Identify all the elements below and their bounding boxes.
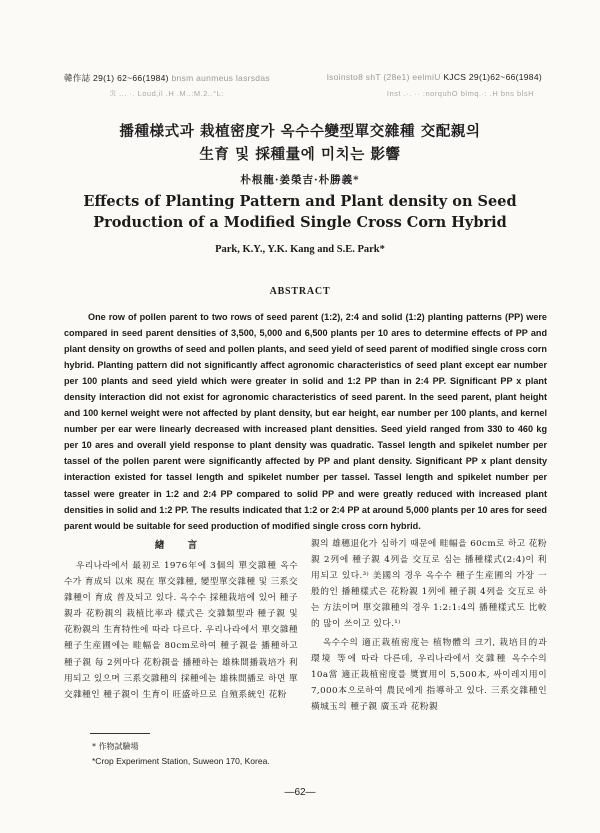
korean-authors: 朴根龍·姜榮吉·朴勝義* — [240, 174, 360, 186]
english-title-line-2: Production of a Modified Single Cross Corn Hybrid — [93, 214, 507, 231]
running-header-right — [327, 72, 542, 82]
abstract-body: One row of pollen parent to two rows of seed parent (1:2), 2:4 and solid (1:2) planting patterns (PP) were compared in seed parent densities of 3,500, 5,000 and 6,500 plants per 10 ares to determine effects of PP and plant density on growths of seed and pollen plants, and seed yield of seed parent of modified single cross corn hybrid. Planting pattern did not significantly affect agronomic characteristics of seed plant except ear number per 100 plants and seed yield which were greater in solid and 1:2 PP than in 2:4 PP. Significant PP x plant density interaction did not exist for agronomic characteristics of seed parent. In the seed parent, plant height and 100 kernel weight were not affected by plant density, but ear height, ear number per 100 plants, and kernel number per ear were linearly decreased with increased plant densities. Seed yield ranged from 330 to 460 kg per 10 ares and overall yield response to plant density was quadratic. Tassel length and spikelet number per tassel of the pollen parent were significantly affected by PP and plant density. Significant PP x plant density interaction existed for tassel length and spikelet number per tassel. Tassel length and spikelet number per tassel were greater in 1:2 and 2:4 PP compared to solid PP and were greatly reduced with increased plant densities in solid and 1:2 PP. The results indicated that 1:2 or 2:4 PP at around 5,000 plants per 10 ares for seed parent would be suitable for seed production of modified single cross corn hybrid. — [64, 312, 547, 531]
journal-citation-ko: 韓作誌 29(1) 62~66(1984) — [64, 73, 169, 83]
journal-citation-en: KJCS 29(1)62~66(1984) — [443, 72, 542, 82]
english-title-line-1: Effects of Planting Pattern and Plant density on Seed — [83, 193, 517, 210]
bleed-through-text: lsoinsto8 shT (28e1) eelmiU — [326, 72, 441, 82]
footnote-affiliation-en: *Crop Experiment Station, Suweon 170, Korea. — [92, 756, 270, 766]
running-header-left — [64, 72, 270, 84]
bleed-through-text: bnsm aunmeus lasrsdas — [171, 73, 270, 83]
korean-title-line-2: 生育 및 採種量에 미치는 影響 — [199, 146, 401, 163]
intro-paragraph: 옥수수의 適正栽植密度는 植物體의 크기, 栽培目的과 環境 等에 따라 다른데, 우리나라에서 交雜種 옥수수의 10a當 適正栽植密度를 奬實用이 5,500本, 싸이레지用이 7,000本으로하여 農民에게 指導하고 있다. 三系交雜種인 橫城玉의 種子親 廣玉과 花粉親 — [311, 637, 547, 712]
intro-heading: 緖 言 — [154, 540, 208, 551]
korean-title-line-1: 播種様式과 栽植密度가 옥수수變型單交雜種 交配親의 — [119, 123, 481, 140]
intro-paragraph: 親의 雄穗退化가 심하기 때문에 畦幅을 60cm로 하고 花粉親 2列에 種子親 4列을 交互로 심는 播種樣式(2:4)이 利用되고 있다.³⁾ 美國의 경우 옥수수 種子生産圃의 가장 一般的인 播種樣式은 花粉親 1列에 種子親 4列을 交互로 하는 方法이며 單交雜種의 경우 1:2:1:4의 播種樣式도 比較的 많이 쓰이고 있다.¹⁾ — [311, 539, 547, 630]
abstract-heading: ABSTRACT — [269, 286, 331, 297]
bleed-through-line: ℛ ... ·. Loud,il .H .M..:M.2..°Ŀ: — [110, 89, 224, 98]
bleed-through-line: Inst .·. ·· :norquhO blmq.·: .H bns blsH — [386, 89, 534, 98]
footnote-affiliation-ko: * 作物試驗場 — [92, 742, 139, 751]
intro-paragraph: 우리나라에서 最初로 1976年에 3個의 單交雜種 옥수수가 育成되 以來 現在 單交雜種, 變型單交雜種 및 三系交雜種이 育成 普及되고 있다. 옥수수 採種栽培에 있어 種子親과 花粉親의 栽植比率과 樣式은 交雜類型과 種子親 및 花粉親의 生育特性에 따라 다르다. 우리나라에서 單交雜種 種子生産圃에는 畦幅을 80cm로하여 種子親을 播種하고 種子親 每 2列마다 花粉親을 播種하는 雄株間播栽培가 利用되고 있으며 三系交雜種의 採種에는 雄株間播로 하면 單交雜種인 種子親이 生育이 旺盛하므로 自殖系統인 花粉 — [64, 561, 298, 700]
intro-right-column — [311, 536, 547, 715]
english-authors: Park, K.Y., Y.K. Kang and S.E. Park* — [215, 244, 385, 255]
footnote-divider — [90, 733, 150, 734]
intro-left-column — [64, 538, 298, 703]
page-number: —62— — [284, 787, 316, 798]
